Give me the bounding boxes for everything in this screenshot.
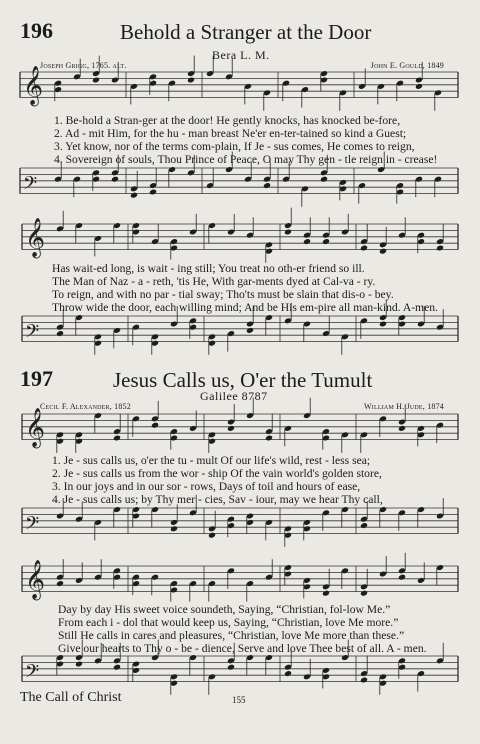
- note-head: [284, 670, 292, 677]
- treble-clef-icon: 𝄞: [25, 559, 46, 600]
- music-credit: William H. Jude, 1874: [364, 402, 444, 411]
- note-head: [187, 77, 195, 84]
- note-head: [436, 245, 444, 252]
- note-head: [284, 229, 292, 236]
- words-credit: Joseph Grigg, 1765. alt.: [40, 61, 127, 70]
- hymn-number: 196: [20, 18, 53, 43]
- note-head: [263, 182, 271, 189]
- verse-line-2: The Man of Naz - a - reth, 'tis He, With gar-ments dyed at Cal-va - ry.: [52, 275, 376, 288]
- verse-line-3: To reign, and with no par - tial sway; Tho'ts must be slain that dis-o - bey.: [52, 288, 394, 301]
- bass-clef-icon: 𝄢: [25, 513, 40, 539]
- note-head: [208, 532, 216, 539]
- note-head: [360, 522, 368, 529]
- hymn-title: Behold a Stranger at the Door: [120, 20, 372, 44]
- verse-line-4: 4. Je - sus calls us; by Thy mer - cies, Sav - iour, may we hear Thy call,: [52, 493, 383, 506]
- note-head: [170, 525, 178, 532]
- note-head: [111, 176, 119, 183]
- note-head: [379, 248, 387, 255]
- note-head: [322, 590, 330, 597]
- note-head: [398, 425, 406, 432]
- tune-name: Galilee 8787: [200, 389, 268, 403]
- page-number: 155: [232, 695, 246, 705]
- words-credit: Cecil F. Alexander, 1852: [40, 402, 131, 411]
- bass-clef-icon: 𝄢: [25, 661, 40, 687]
- verse-line-2: 2. Ad - mit Him, for the hu - man breast Ne'er en-ter-tained so kind a Guest;: [54, 127, 407, 140]
- verse-line-4: 4. Sovereign of souls, Thou Prince of Peace, O may Thy gen - tle reign in - crease!: [54, 153, 438, 166]
- note-head: [113, 435, 121, 442]
- note-head: [151, 422, 159, 429]
- note-head: [360, 245, 368, 252]
- treble-clef-icon: 𝄞: [25, 407, 46, 448]
- verse-line-2: From each i - dol that would keep us, Saying, “Christian, love Me more.”: [58, 616, 399, 629]
- note-head: [75, 661, 83, 668]
- hymn-title: Jesus Calls us, O'er the Tumult: [113, 368, 373, 392]
- note-head: [360, 590, 368, 597]
- verse-line-3: 3. In our joys and in our sor - rows, Days of toil and hours of ease,: [52, 480, 361, 493]
- note-head: [379, 321, 387, 328]
- bass-clef-icon: 𝄢: [25, 321, 40, 347]
- verse-line-1: 1. Je - sus calls us, o'er the tu - mult Of our life's wild, rest - less sea;: [52, 454, 371, 467]
- verse-line-1: Day by day His sweet voice soundeth, Saying, “Christian, fol-low Me.”: [58, 603, 391, 616]
- verse-line-4: Give our hearts to Thy o - be - dience, Serve and love Thee best of all. A - men.: [58, 642, 427, 655]
- treble-clef-icon: 𝄞: [25, 217, 46, 258]
- note-head: [227, 664, 235, 671]
- hymn-number: 197: [20, 366, 53, 391]
- note-head: [130, 192, 138, 199]
- verse-line-1: 1. Be-hold a Stran-ger at the door! He gently knocks, has knocked be-fore,: [54, 114, 401, 127]
- note-head: [265, 435, 273, 442]
- note-head: [56, 330, 64, 337]
- note-head: [360, 677, 368, 684]
- section-footer: The Call of Christ: [20, 690, 122, 705]
- note-head: [92, 77, 100, 84]
- verse-line-3: 3. Yet know, nor of the terms com-plain, If Je - sus comes, He comes to reign,: [54, 140, 415, 153]
- note-head: [322, 238, 330, 245]
- note-head: [113, 664, 121, 671]
- note-head: [56, 580, 64, 587]
- note-head: [227, 425, 235, 432]
- bass-clef-icon: 𝄢: [23, 173, 38, 199]
- verse-line-2: 2. Je - sus calls us from the wor - ship Of the vain world's golden store,: [52, 467, 382, 480]
- verse-line-4: Throw wide the door, each willing mind; And be His em-pire all man-kind. A-men.: [52, 301, 438, 314]
- music-credit: John E. Gould, 1849: [370, 61, 444, 70]
- note-head: [398, 574, 406, 581]
- note-head: [320, 176, 328, 183]
- note-head: [246, 327, 254, 334]
- note-head: [149, 189, 157, 196]
- note-head: [415, 83, 423, 90]
- verse-line-3: Still He calls in cares and pleasures, “Christian, love Me more than these.”: [58, 629, 405, 642]
- verse-line-1: Has wait-ed long, is wait - ing still; You treat no oth-er friend so ill.: [52, 262, 365, 275]
- note-head: [303, 238, 311, 245]
- tune-name: Bera L. M.: [212, 48, 270, 62]
- treble-clef-icon: 𝄞: [23, 65, 44, 106]
